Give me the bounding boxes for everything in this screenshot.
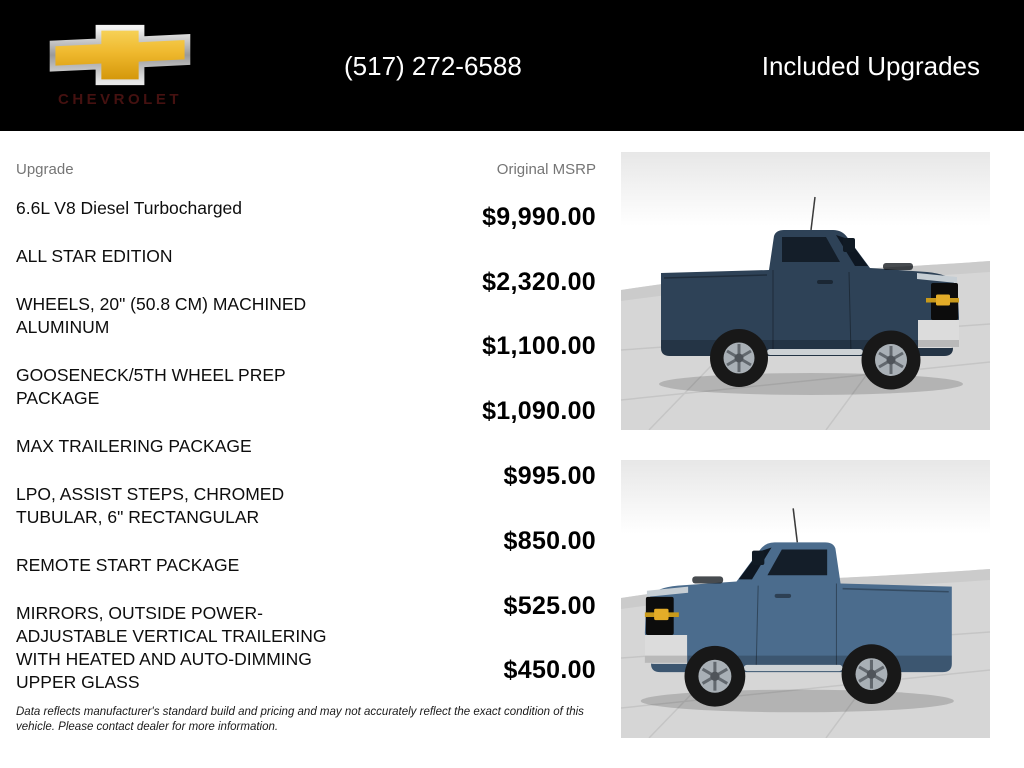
upgrade-name: LPO, ASSIST STEPS, CHROMED TUBULAR, 6" RECTANGULAR — [16, 484, 285, 527]
chevrolet-logo — [47, 22, 193, 108]
msrp-value: $450.00 — [503, 656, 596, 685]
msrp-column-header: Original MSRP — [496, 161, 596, 178]
truck-image-facing-right — [621, 152, 990, 430]
msrp-value: $1,100.00 — [482, 332, 596, 361]
msrp-list — [396, 185, 596, 703]
chevrolet-bowtie-icon — [47, 22, 193, 88]
dealer-phone-number: (517) 272-6588 — [344, 51, 522, 81]
msrp-value: $995.00 — [503, 462, 596, 491]
brand-name: CHEVROLET — [57, 91, 182, 108]
upgrade-name: REMOTE START PACKAGE — [16, 555, 240, 575]
msrp-value: $525.00 — [503, 591, 596, 620]
msrp-value: $9,990.00 — [482, 202, 596, 231]
upgrade-name: GOOSENECK/5TH WHEEL PREP PACKAGE — [16, 365, 286, 408]
upgrade-column-header: Upgrade — [16, 161, 74, 178]
upgrade-list — [16, 197, 372, 719]
upgrade-name: WHEELS, 20" (50.8 CM) MACHINED ALUMINUM — [16, 294, 307, 337]
disclaimer-text: Data reflects manufacturer's standard build and pricing and may not accurately reflect the exact condition of this vehicle. Please contact dealer for more information. — [16, 706, 584, 734]
header-banner — [0, 0, 1024, 131]
truck-image-facing-left — [621, 460, 990, 738]
upgrade-name: ALL STAR EDITION — [16, 246, 173, 266]
upgrade-name: 6.6L V8 Diesel Turbocharged — [16, 198, 243, 218]
msrp-value: $2,320.00 — [482, 267, 596, 296]
msrp-value: $850.00 — [503, 526, 596, 555]
page-title: Included Upgrades — [761, 51, 980, 81]
upgrade-name: MAX TRAILERING PACKAGE — [16, 436, 252, 456]
vehicle-photo-top — [621, 152, 990, 430]
upgrade-name: MIRRORS, OUTSIDE POWER-ADJUSTABLE VERTICAL TRAILERING WITH HEATED AND AUTO-DIMMING UPPER GLASS — [16, 603, 327, 692]
msrp-value: $1,090.00 — [482, 397, 596, 426]
vehicle-photo-bottom — [621, 460, 990, 738]
